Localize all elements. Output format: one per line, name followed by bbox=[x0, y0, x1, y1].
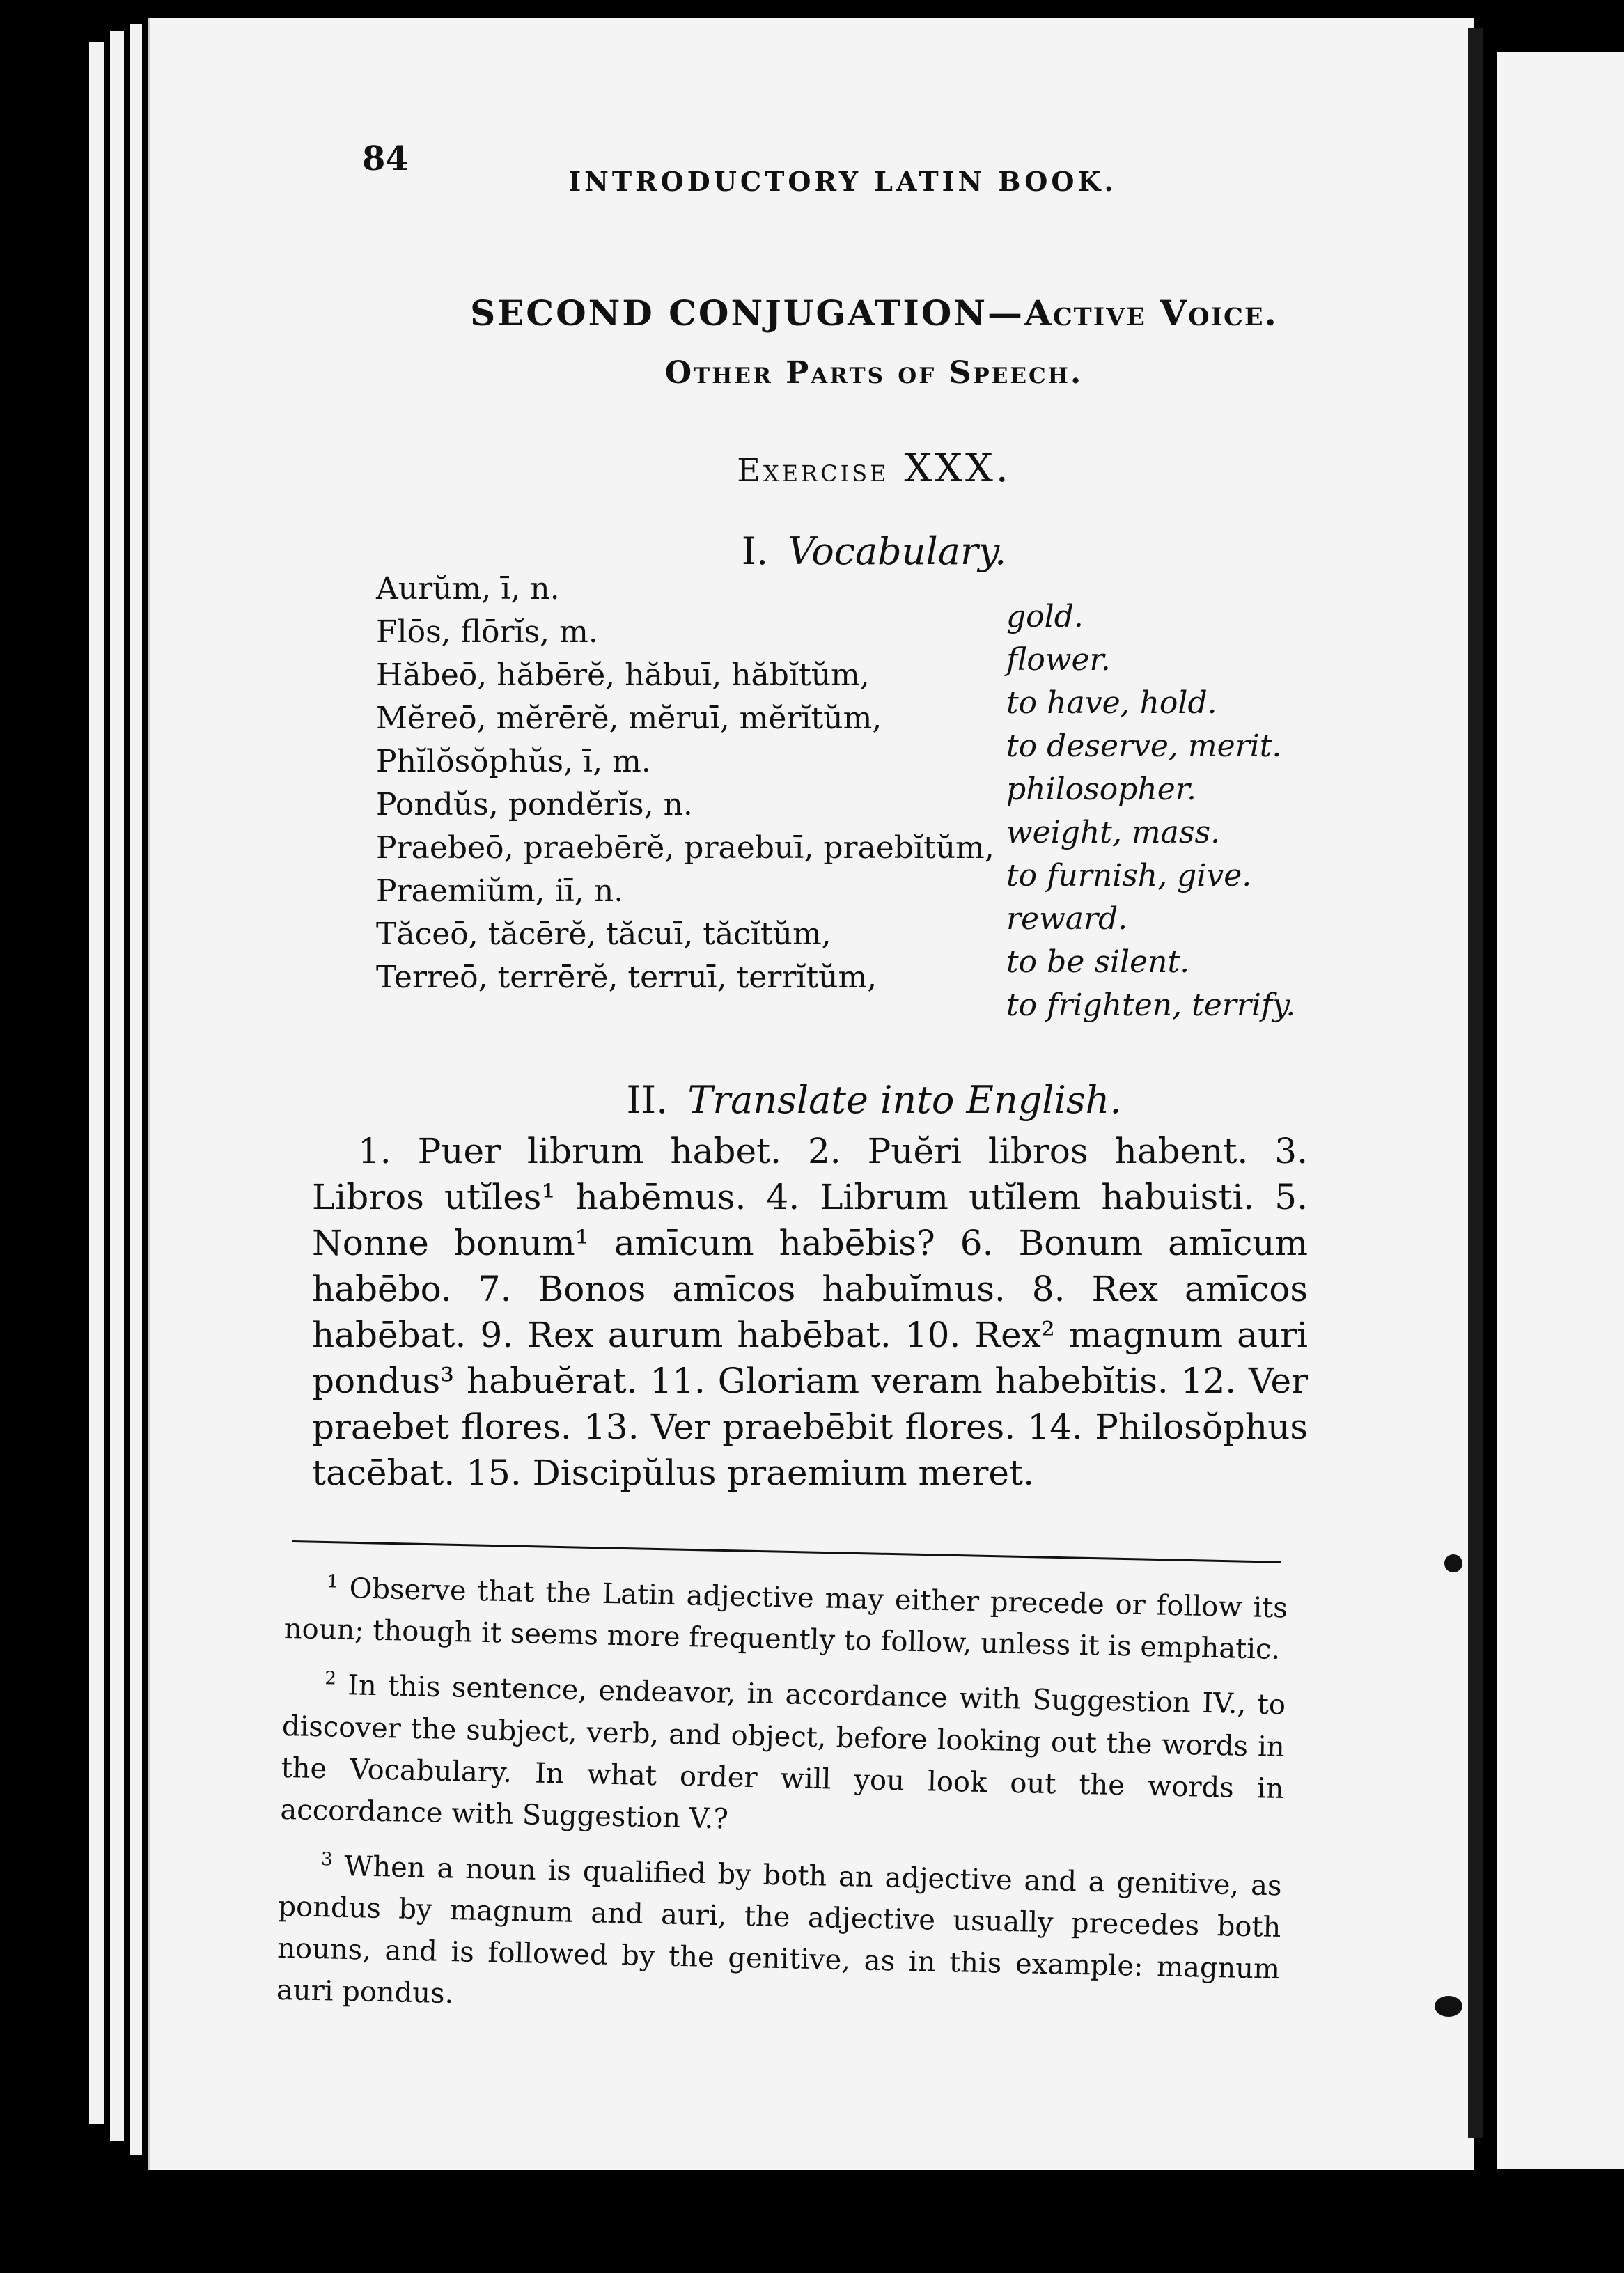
translate-numeral: II. bbox=[626, 1078, 669, 1122]
footnote: $^2$ In this sentence, endeavor, in accordance with Suggestion IV., to discover the subject, verb, and object, before looking out the words in the Vocabulary. In what order will you look out the words in accordance with Suggestion V.? bbox=[280, 1668, 1286, 1836]
vocabulary-latin: Aurŭm, ī, n. bbox=[376, 571, 560, 607]
section-title-main: SECOND CONJUGATION— bbox=[470, 292, 1025, 334]
edge-stain bbox=[1444, 1554, 1462, 1572]
vocabulary-title: Vocabulary. bbox=[788, 529, 1007, 573]
book-binding bbox=[1468, 28, 1483, 2138]
vocabulary-row bbox=[376, 960, 1296, 1023]
vocabulary-english: to frighten, terrify. bbox=[1006, 987, 1296, 1023]
section-title-voice: Active Voice. bbox=[1024, 292, 1278, 334]
exercise-sentences: 1. Puer librum habet. 2. Puĕri libros habent. 3. Libros utĭles¹ habēmus. 4. Librum utĭlem habuisti. 5. Nonne bonum¹ amīcum habēbis? 6. Bonum amīcum habēbo. 7. Bonos amīcos habuĭmus. 8. Rex amīcos habēbat. 9. Rex aurum habēbat. 10. Rex² magnum auri pondus³ habuĕrat. 11. Gloriam veram habebĭtis. 12. Ver praebet flores. 13. Ver praebēbit flores. 14. Philosŏphus tacēbat. 15. Discipŭlus praemium meret. bbox=[312, 1131, 1308, 1493]
vocabulary-english: to furnish, give. bbox=[1006, 858, 1252, 893]
exercise-heading bbox=[404, 446, 1344, 491]
translate-title: Translate into English. bbox=[687, 1078, 1122, 1122]
vocabulary-english: to be silent. bbox=[1006, 944, 1190, 980]
page-number: 84 bbox=[362, 139, 409, 178]
vocabulary-english: to deserve, merit. bbox=[1006, 728, 1282, 764]
vocabulary-english: reward. bbox=[1006, 901, 1128, 937]
vocabulary-latin: Flōs, flōrĭs, m. bbox=[376, 614, 598, 650]
vocabulary-numeral: I. bbox=[741, 529, 769, 573]
vocabulary-latin: Praebeō, praebērĕ, praebuī, praebĭtŭm, bbox=[376, 830, 994, 866]
vocabulary-latin: Tăceō, tăcērĕ, tăcuī, tăcĭtŭm, bbox=[376, 916, 831, 952]
section-title bbox=[404, 292, 1344, 334]
edge-stain bbox=[1435, 1996, 1462, 2017]
vocabulary-english: gold. bbox=[1006, 599, 1084, 634]
vocabulary-latin: Terreō, terrērĕ, terruī, terrĭtŭm, bbox=[376, 960, 877, 995]
vocabulary-list bbox=[376, 571, 1296, 1023]
exercise-label: Exercise bbox=[737, 451, 889, 489]
facing-page-edge bbox=[1497, 52, 1624, 2169]
vocabulary-english: flower. bbox=[1006, 642, 1111, 678]
vocabulary-latin: Hăbeō, hăbērĕ, hăbuī, hăbĭtŭm, bbox=[376, 657, 870, 693]
vocabulary-latin: Praemiŭm, iī, n. bbox=[376, 873, 624, 909]
exercise-number: XXX. bbox=[904, 446, 1011, 491]
running-head: INTRODUCTORY LATIN BOOK. bbox=[568, 166, 1117, 197]
section-subtitle: Other Parts of Speech. bbox=[664, 355, 1084, 391]
translate-heading bbox=[404, 1078, 1344, 1122]
page-edge bbox=[89, 42, 104, 2124]
footnote: $^1$ Observe that the Latin adjective may either precede or follow its noun; though it seems more frequently to follow, unless it is emphatic. bbox=[283, 1571, 1288, 1666]
vocabulary-latin: Pondŭs, pondĕrĭs, n. bbox=[376, 787, 693, 822]
vocabulary-latin: Mĕreō, mĕrērĕ, mĕruī, mĕrĭtŭm, bbox=[376, 701, 882, 736]
vocabulary-heading bbox=[404, 529, 1344, 573]
footnotes bbox=[276, 1560, 1288, 2039]
vocabulary-english: weight, mass. bbox=[1006, 815, 1221, 850]
footnote: $^3$ When a noun is qualified by both an adjective and a genitive, as pondus by magnum and auri, the adjective usually precedes both nouns, and is followed by the genitive, as in this example: magnum auri pondus. bbox=[276, 1848, 1283, 2010]
vocabulary-english: philosopher. bbox=[1006, 772, 1196, 807]
page-edge bbox=[110, 31, 124, 2141]
vocabulary-english: to have, hold. bbox=[1006, 685, 1217, 721]
vocabulary-latin: Phĭlŏsŏphŭs, ī, m. bbox=[376, 744, 651, 779]
page-edge bbox=[130, 24, 142, 2155]
